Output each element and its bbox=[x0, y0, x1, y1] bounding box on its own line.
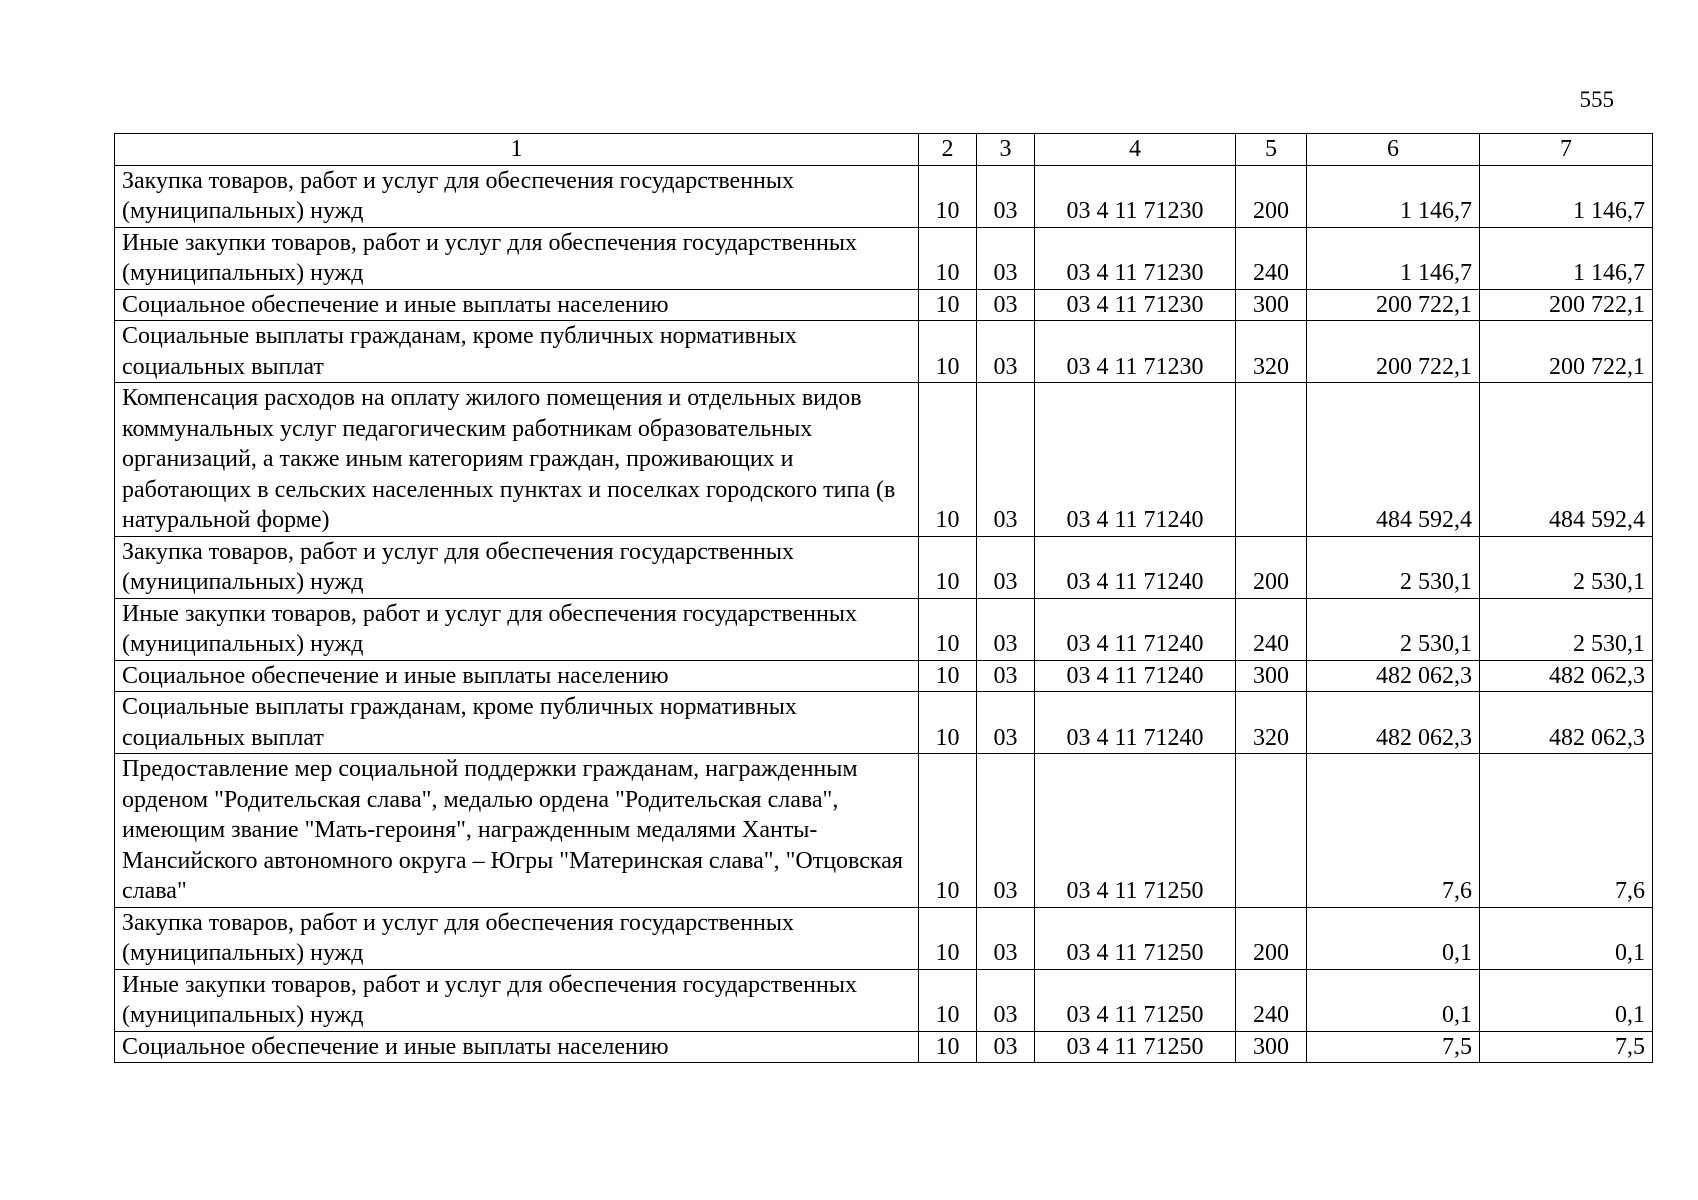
table-row bbox=[115, 165, 1653, 227]
cell-section: 10 bbox=[919, 660, 977, 692]
column-header: 6 bbox=[1307, 134, 1480, 166]
cell-expense-type: 320 bbox=[1236, 692, 1307, 754]
cell-amount-6: 7,5 bbox=[1307, 1031, 1480, 1063]
cell-amount-6: 2 530,1 bbox=[1307, 536, 1480, 598]
column-header: 5 bbox=[1236, 134, 1307, 166]
column-header: 3 bbox=[977, 134, 1035, 166]
page-number: 555 bbox=[1579, 87, 1614, 112]
cell-amount-7: 482 062,3 bbox=[1480, 660, 1653, 692]
cell-amount-7: 7,6 bbox=[1480, 754, 1653, 908]
cell-amount-6: 482 062,3 bbox=[1307, 692, 1480, 754]
cell-amount-7: 482 062,3 bbox=[1480, 692, 1653, 754]
cell-expense-type: 240 bbox=[1236, 227, 1307, 289]
budget-table bbox=[114, 133, 1653, 1063]
cell-amount-6: 7,6 bbox=[1307, 754, 1480, 908]
cell-target-code: 03 4 11 71240 bbox=[1035, 598, 1236, 660]
cell-expense-type: 300 bbox=[1236, 1031, 1307, 1063]
cell-amount-7: 1 146,7 bbox=[1480, 227, 1653, 289]
cell-target-code: 03 4 11 71240 bbox=[1035, 692, 1236, 754]
row-name: Закупка товаров, работ и услуг для обеспечения государственных (муниципальных) нужд bbox=[115, 907, 919, 969]
cell-subsection: 03 bbox=[977, 321, 1035, 383]
column-header: 2 bbox=[919, 134, 977, 166]
table-row bbox=[115, 289, 1653, 321]
row-name: Иные закупки товаров, работ и услуг для обеспечения государственных (муниципальных) нужд bbox=[115, 969, 919, 1031]
cell-expense-type: 320 bbox=[1236, 321, 1307, 383]
cell-subsection: 03 bbox=[977, 1031, 1035, 1063]
cell-section: 10 bbox=[919, 536, 977, 598]
cell-amount-7: 200 722,1 bbox=[1480, 289, 1653, 321]
cell-subsection: 03 bbox=[977, 536, 1035, 598]
cell-subsection: 03 bbox=[977, 227, 1035, 289]
row-name: Социальные выплаты гражданам, кроме публичных нормативных социальных выплат bbox=[115, 321, 919, 383]
table-row bbox=[115, 1031, 1653, 1063]
cell-section: 10 bbox=[919, 383, 977, 537]
cell-target-code: 03 4 11 71230 bbox=[1035, 227, 1236, 289]
column-header: 4 bbox=[1035, 134, 1236, 166]
cell-amount-6: 200 722,1 bbox=[1307, 321, 1480, 383]
cell-target-code: 03 4 11 71250 bbox=[1035, 907, 1236, 969]
row-name: Социальное обеспечение и иные выплаты населению bbox=[115, 1031, 919, 1063]
cell-target-code: 03 4 11 71240 bbox=[1035, 536, 1236, 598]
cell-subsection: 03 bbox=[977, 660, 1035, 692]
table-row bbox=[115, 692, 1653, 754]
cell-section: 10 bbox=[919, 692, 977, 754]
row-name: Социальное обеспечение и иные выплаты населению bbox=[115, 660, 919, 692]
table-row bbox=[115, 598, 1653, 660]
cell-subsection: 03 bbox=[977, 165, 1035, 227]
cell-target-code: 03 4 11 71230 bbox=[1035, 321, 1236, 383]
cell-amount-6: 1 146,7 bbox=[1307, 227, 1480, 289]
cell-subsection: 03 bbox=[977, 754, 1035, 908]
cell-expense-type: 200 bbox=[1236, 907, 1307, 969]
cell-amount-6: 484 592,4 bbox=[1307, 383, 1480, 537]
cell-amount-7: 0,1 bbox=[1480, 907, 1653, 969]
row-name: Социальное обеспечение и иные выплаты населению bbox=[115, 289, 919, 321]
table-row bbox=[115, 907, 1653, 969]
cell-amount-7: 2 530,1 bbox=[1480, 536, 1653, 598]
cell-expense-type: 300 bbox=[1236, 660, 1307, 692]
row-name: Предоставление мер социальной поддержки гражданам, награжденным орденом "Родительская слава", медалью ордена "Родительская слава", имеющим звание "Мать-героиня", награжденным медалями Ханты-Мансийского автономного округа – Югры "Материнская слава", "Отцовская слава" bbox=[115, 754, 919, 908]
cell-expense-type: 240 bbox=[1236, 598, 1307, 660]
cell-subsection: 03 bbox=[977, 598, 1035, 660]
cell-expense-type bbox=[1236, 754, 1307, 908]
cell-target-code: 03 4 11 71240 bbox=[1035, 660, 1236, 692]
row-name: Компенсация расходов на оплату жилого помещения и отдельных видов коммунальных услуг педагогическим работникам образовательных организаций, а также иным категориям граждан, проживающих и работающих в сельских населенных пунктах и поселках городского типа (в натуральной форме) bbox=[115, 383, 919, 537]
cell-expense-type: 200 bbox=[1236, 165, 1307, 227]
cell-section: 10 bbox=[919, 321, 977, 383]
table-row bbox=[115, 383, 1653, 537]
row-name: Иные закупки товаров, работ и услуг для обеспечения государственных (муниципальных) нужд bbox=[115, 598, 919, 660]
cell-section: 10 bbox=[919, 289, 977, 321]
cell-amount-6: 482 062,3 bbox=[1307, 660, 1480, 692]
cell-section: 10 bbox=[919, 754, 977, 908]
cell-expense-type: 240 bbox=[1236, 969, 1307, 1031]
cell-subsection: 03 bbox=[977, 289, 1035, 321]
column-header: 7 bbox=[1480, 134, 1653, 166]
row-name: Закупка товаров, работ и услуг для обеспечения государственных (муниципальных) нужд bbox=[115, 165, 919, 227]
cell-amount-7: 7,5 bbox=[1480, 1031, 1653, 1063]
cell-amount-6: 1 146,7 bbox=[1307, 165, 1480, 227]
cell-section: 10 bbox=[919, 165, 977, 227]
cell-target-code: 03 4 11 71250 bbox=[1035, 1031, 1236, 1063]
table-row bbox=[115, 969, 1653, 1031]
table-row bbox=[115, 660, 1653, 692]
cell-section: 10 bbox=[919, 227, 977, 289]
cell-amount-6: 2 530,1 bbox=[1307, 598, 1480, 660]
cell-expense-type bbox=[1236, 383, 1307, 537]
cell-subsection: 03 bbox=[977, 383, 1035, 537]
column-header: 1 bbox=[115, 134, 919, 166]
row-name: Социальные выплаты гражданам, кроме публичных нормативных социальных выплат bbox=[115, 692, 919, 754]
cell-target-code: 03 4 11 71240 bbox=[1035, 383, 1236, 537]
cell-subsection: 03 bbox=[977, 969, 1035, 1031]
cell-amount-6: 0,1 bbox=[1307, 969, 1480, 1031]
cell-target-code: 03 4 11 71230 bbox=[1035, 165, 1236, 227]
cell-section: 10 bbox=[919, 969, 977, 1031]
cell-amount-6: 200 722,1 bbox=[1307, 289, 1480, 321]
cell-target-code: 03 4 11 71230 bbox=[1035, 289, 1236, 321]
row-name: Иные закупки товаров, работ и услуг для обеспечения государственных (муниципальных) нужд bbox=[115, 227, 919, 289]
cell-expense-type: 300 bbox=[1236, 289, 1307, 321]
cell-expense-type: 200 bbox=[1236, 536, 1307, 598]
table-row bbox=[115, 536, 1653, 598]
table-row bbox=[115, 227, 1653, 289]
cell-amount-6: 0,1 bbox=[1307, 907, 1480, 969]
table-row bbox=[115, 754, 1653, 908]
cell-amount-7: 2 530,1 bbox=[1480, 598, 1653, 660]
cell-amount-7: 0,1 bbox=[1480, 969, 1653, 1031]
header-row bbox=[115, 134, 1653, 166]
cell-target-code: 03 4 11 71250 bbox=[1035, 969, 1236, 1031]
cell-target-code: 03 4 11 71250 bbox=[1035, 754, 1236, 908]
cell-amount-7: 1 146,7 bbox=[1480, 165, 1653, 227]
row-name: Закупка товаров, работ и услуг для обеспечения государственных (муниципальных) нужд bbox=[115, 536, 919, 598]
cell-amount-7: 484 592,4 bbox=[1480, 383, 1653, 537]
cell-subsection: 03 bbox=[977, 692, 1035, 754]
cell-section: 10 bbox=[919, 598, 977, 660]
table-row bbox=[115, 321, 1653, 383]
cell-section: 10 bbox=[919, 1031, 977, 1063]
cell-subsection: 03 bbox=[977, 907, 1035, 969]
cell-amount-7: 200 722,1 bbox=[1480, 321, 1653, 383]
cell-section: 10 bbox=[919, 907, 977, 969]
